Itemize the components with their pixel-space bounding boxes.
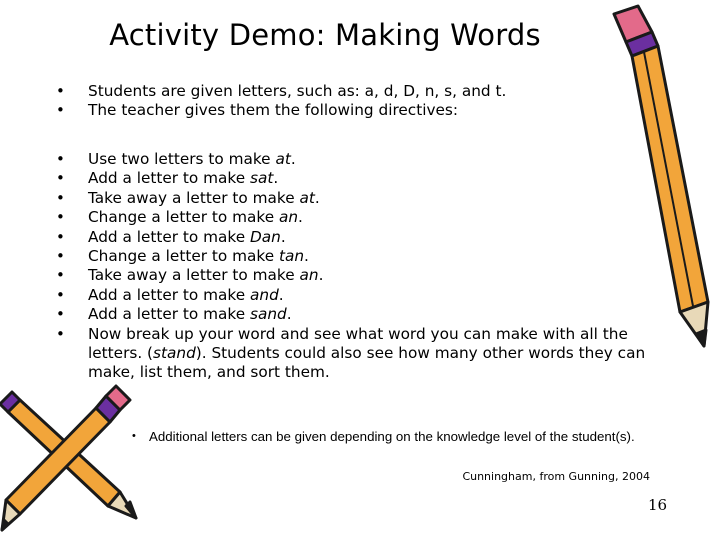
directive-item: • Take away a letter to make an. [56, 266, 646, 285]
final-directive: • Now break up your word and see what word you can make with all the letters. (stand). Students could also see how many other words they can make, list them, and sort them. [56, 325, 646, 383]
page-number: 16 [648, 496, 668, 514]
pencil-icon [596, 2, 720, 372]
sub-bullet: • Additional letters can be given depending on the knowledge level of the student(s). [132, 428, 662, 445]
directive-list [56, 150, 646, 383]
directive-item: • Take away a letter to make at. [56, 189, 646, 208]
directive-item: • Add a letter to make sand. [56, 305, 646, 324]
directive-item: • Add a letter to make sat. [56, 169, 646, 188]
citation: Cunningham, from Gunning, 2004 [462, 470, 650, 483]
slide-title: Activity Demo: Making Words [109, 18, 541, 52]
directive-item: • Change a letter to make tan. [56, 247, 646, 266]
directive-item: • Use two letters to make at. [56, 150, 646, 169]
intro-list [56, 82, 656, 121]
intro-bullet: • The teacher gives them the following directives: [56, 101, 656, 120]
intro-bullet: • Students are given letters, such as: a, d, D, n, s, and t. [56, 82, 656, 101]
directive-item: • Add a letter to make Dan. [56, 228, 646, 247]
directive-item: • Add a letter to make and. [56, 286, 646, 305]
sub-bullet-list [132, 428, 662, 445]
directive-item: • Change a letter to make an. [56, 208, 646, 227]
crossed-pencils-icon [0, 382, 150, 532]
